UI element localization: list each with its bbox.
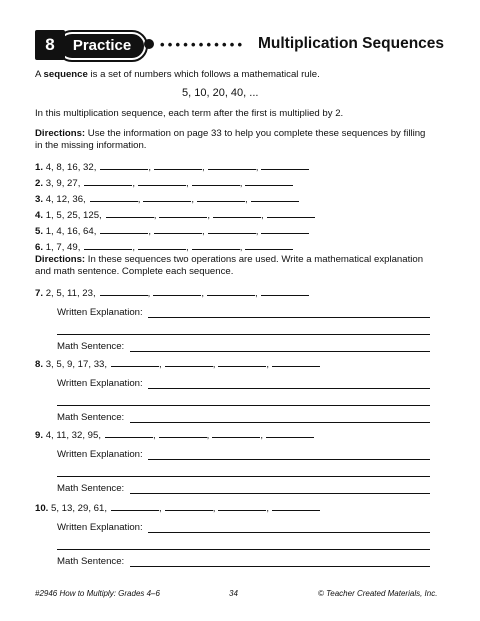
directions-text: In these sequences two operations are used. Write a mathematical explanation	[85, 254, 424, 265]
sequence-row	[35, 357, 320, 371]
written-explanation-label: Written Explanation:	[57, 522, 143, 533]
problem-number: 9.	[35, 430, 44, 441]
footer-book-title: #2946 How to Multiply: Grades 4–6	[35, 589, 160, 598]
directions-1-line-2: in the missing information.	[35, 140, 147, 151]
comma-separator: ,	[212, 359, 216, 370]
comma-separator: ,	[206, 430, 210, 441]
sequence-terms: 5, 13, 29, 61,	[51, 503, 108, 514]
example-sequence: 5, 10, 20, 40, ...	[182, 87, 259, 99]
problem-number: 5.	[35, 226, 44, 237]
definition-term: sequence	[43, 69, 88, 80]
comma-separator: ,	[201, 288, 204, 299]
answer-blank[interactable]	[84, 176, 132, 186]
comma-separator: ,	[212, 503, 216, 514]
math-sentence-label: Math Sentence:	[57, 341, 125, 352]
comma-separator: ,	[245, 194, 248, 205]
sequence-terms: 2, 5, 11, 23,	[45, 288, 96, 299]
problem-number: 2.	[35, 178, 44, 189]
answer-blank[interactable]	[261, 160, 309, 170]
dotted-leader: •••••••••••	[160, 37, 246, 52]
comma-separator: ,	[207, 210, 211, 221]
sequence-row	[35, 176, 293, 190]
comma-separator: ,	[266, 503, 270, 514]
answer-blank[interactable]	[111, 501, 159, 511]
math-sentence-line[interactable]	[130, 493, 430, 494]
sequence-row	[35, 240, 293, 254]
answer-blank[interactable]	[208, 224, 256, 234]
sequence-terms: 3, 9, 27,	[45, 178, 81, 189]
written-explanation-label: Written Explanation:	[57, 378, 143, 389]
answer-blank[interactable]	[192, 176, 240, 186]
answer-blank[interactable]	[207, 286, 255, 296]
written-explanation-line[interactable]	[57, 334, 430, 335]
answer-blank[interactable]	[100, 160, 148, 170]
written-explanation-line[interactable]	[57, 405, 430, 406]
math-sentence-label: Math Sentence:	[57, 556, 125, 567]
sequence-terms: 1, 5, 25, 125,	[45, 210, 102, 221]
comma-separator: ,	[255, 288, 258, 299]
math-sentence-label: Math Sentence:	[57, 483, 125, 494]
sequence-row	[35, 192, 299, 206]
problem-number: 6.	[35, 242, 44, 253]
comma-separator: ,	[255, 162, 259, 173]
answer-blank[interactable]	[100, 286, 148, 296]
sequence-row	[35, 501, 320, 515]
sequence-terms: 4, 12, 36,	[45, 194, 86, 205]
math-sentence-line[interactable]	[130, 566, 430, 567]
footer-page-number: 34	[229, 589, 238, 598]
sequence-terms: 1, 4, 16, 64,	[45, 226, 97, 237]
answer-blank[interactable]	[197, 192, 245, 202]
directions-label: Directions:	[35, 254, 86, 265]
practice-badge: Practice	[58, 32, 146, 60]
comma-separator: ,	[239, 178, 243, 189]
answer-blank[interactable]	[111, 357, 159, 367]
comma-separator: ,	[148, 162, 152, 173]
answer-blank[interactable]	[251, 192, 299, 202]
answer-blank[interactable]	[138, 176, 186, 186]
written-explanation-label: Written Explanation:	[57, 449, 143, 460]
answer-blank[interactable]	[192, 240, 240, 250]
directions-2-line-2: and math sentence. Complete each sequence.	[35, 266, 234, 277]
sequence-terms: 4, 8, 16, 32,	[45, 162, 97, 173]
problem-number: 3.	[35, 194, 44, 205]
answer-blank[interactable]	[212, 428, 260, 438]
comma-separator: ,	[261, 210, 264, 221]
written-explanation-line[interactable]	[148, 388, 430, 389]
written-explanation-line[interactable]	[57, 476, 430, 477]
answer-blank[interactable]	[143, 192, 191, 202]
answer-blank[interactable]	[105, 428, 153, 438]
answer-blank[interactable]	[159, 428, 207, 438]
footer-copyright: © Teacher Created Materials, Inc.	[318, 589, 438, 598]
answer-blank[interactable]	[138, 240, 186, 250]
comma-separator: ,	[266, 359, 270, 370]
sequence-row	[35, 224, 309, 238]
problem-number: 1.	[35, 162, 44, 173]
directions-1-line-1	[35, 128, 425, 140]
written-explanation-line[interactable]	[57, 549, 430, 550]
directions-label: Directions:	[35, 128, 86, 139]
problem-number: 10.	[35, 503, 49, 514]
comma-separator: ,	[159, 503, 162, 514]
comma-separator: ,	[202, 226, 205, 237]
comma-separator: ,	[148, 226, 152, 237]
answer-blank[interactable]	[213, 208, 261, 218]
sequence-terms: 3, 5, 9, 17, 33,	[45, 359, 108, 370]
answer-blank[interactable]	[84, 240, 132, 250]
math-sentence-line[interactable]	[130, 422, 430, 423]
answer-blank[interactable]	[154, 224, 202, 234]
problem-number: 4.	[35, 210, 44, 221]
answer-blank[interactable]	[165, 357, 213, 367]
answer-blank[interactable]	[100, 224, 148, 234]
answer-blank[interactable]	[218, 357, 266, 367]
problem-number: 8.	[35, 359, 44, 370]
math-sentence-line[interactable]	[130, 351, 430, 352]
comma-separator: ,	[152, 430, 156, 441]
written-explanation-label: Written Explanation:	[57, 307, 143, 318]
answer-blank[interactable]	[261, 224, 309, 234]
comma-separator: ,	[159, 359, 162, 370]
sequence-row	[35, 428, 314, 442]
sequence-terms: 4, 11, 32, 95,	[45, 430, 101, 441]
comma-separator: ,	[202, 162, 205, 173]
answer-blank[interactable]	[272, 357, 320, 367]
written-explanation-line[interactable]	[148, 532, 430, 533]
written-explanation-line[interactable]	[148, 459, 430, 460]
definition-rest: is a set of numbers which follows a mathematical rule.	[87, 69, 320, 80]
definition-prefix: A	[35, 69, 44, 80]
sequence-terms: 1, 7, 49,	[45, 242, 81, 253]
comma-separator: ,	[137, 194, 141, 205]
answer-blank[interactable]	[208, 160, 256, 170]
answer-blank[interactable]	[266, 428, 314, 438]
answer-blank[interactable]	[165, 501, 213, 511]
comma-separator: ,	[186, 178, 189, 189]
directions-2-line-1	[35, 254, 423, 266]
directions-text: Use the information on page 33 to help you complete these sequences by filling	[85, 128, 426, 139]
written-explanation-line[interactable]	[148, 317, 430, 318]
comma-separator: ,	[239, 242, 243, 253]
comma-separator: ,	[132, 242, 136, 253]
answer-blank[interactable]	[106, 208, 154, 218]
comma-separator: ,	[191, 194, 195, 205]
comma-separator: ,	[186, 242, 189, 253]
comma-separator: ,	[132, 178, 136, 189]
explanation-text: In this multiplication sequence, each term after the first is multiplied by 2.	[35, 108, 344, 119]
answer-blank[interactable]	[245, 240, 293, 250]
answer-blank[interactable]	[153, 286, 201, 296]
problem-number: 7.	[35, 288, 44, 299]
math-sentence-label: Math Sentence:	[57, 412, 125, 423]
badge-dot	[144, 39, 154, 49]
answer-blank[interactable]	[272, 501, 320, 511]
answer-blank[interactable]	[245, 176, 293, 186]
answer-blank[interactable]	[90, 192, 138, 202]
comma-separator: ,	[260, 430, 263, 441]
page-title: Multiplication Sequences	[258, 35, 445, 52]
sequence-row	[35, 160, 309, 174]
comma-separator: ,	[153, 210, 157, 221]
comma-separator: ,	[255, 226, 259, 237]
answer-blank[interactable]	[261, 286, 309, 296]
answer-blank[interactable]	[267, 208, 315, 218]
sequence-row	[35, 286, 309, 300]
answer-blank[interactable]	[218, 501, 266, 511]
lesson-number-badge: 8	[35, 30, 65, 60]
answer-blank[interactable]	[159, 208, 207, 218]
definition-text	[35, 69, 320, 81]
sequence-row	[35, 208, 315, 222]
answer-blank[interactable]	[154, 160, 202, 170]
comma-separator: ,	[147, 288, 151, 299]
